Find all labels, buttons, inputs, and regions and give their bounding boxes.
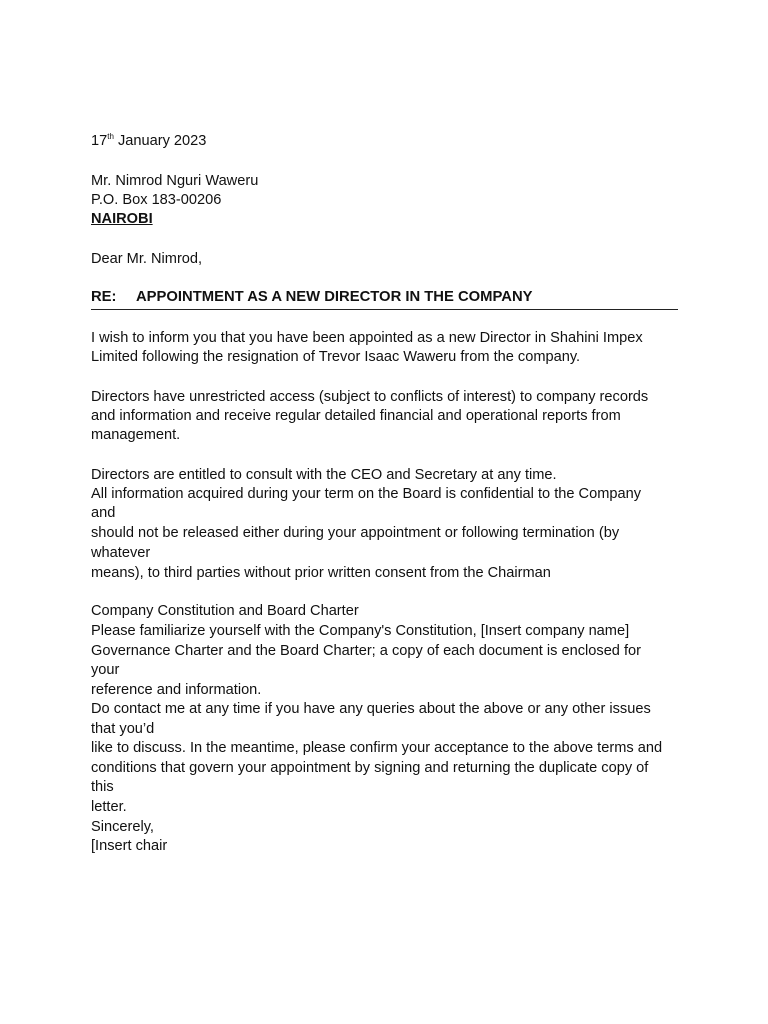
body-line: Directors have unrestricted access (subject to conflicts of interest) to company records	[91, 389, 649, 405]
subject-line	[91, 288, 678, 310]
date-day: 17	[91, 133, 108, 149]
letter-date	[91, 132, 206, 151]
body-line: conditions that govern your appointment by signing and returning the duplicate copy of	[91, 760, 649, 776]
body-line: this	[91, 779, 114, 795]
date-suffix: th	[107, 132, 114, 141]
date-month-year: January 2023	[113, 133, 207, 149]
body-line: Do contact me at any time if you have any queries about the above or any other issues	[91, 701, 651, 717]
recipient-address: P.O. Box 183-00206	[91, 192, 222, 208]
subject-text: APPOINTMENT AS A NEW DIRECTOR IN THE COMPANY	[136, 289, 533, 305]
body-line: Directors are entitled to consult with the CEO and Secretary at any time.	[91, 467, 557, 483]
signatory-placeholder: [Insert chair	[91, 838, 168, 854]
body-line: reference and information.	[91, 682, 262, 698]
body-line: that you’d	[91, 721, 155, 737]
body-line: means), to third parties without prior written consent from the Chairman	[91, 565, 551, 581]
closing: Sincerely,	[91, 819, 154, 835]
body-line: whatever	[91, 545, 151, 561]
subject-label: RE:	[91, 289, 117, 305]
recipient-city: NAIROBI	[91, 211, 153, 227]
body-line: your	[91, 662, 120, 678]
body-line: letter.	[91, 799, 127, 815]
recipient-name: Mr. Nimrod Nguri Waweru	[91, 173, 259, 189]
body-line: Please familiarize yourself with the Company's Constitution, [Insert company name]	[91, 623, 630, 639]
body-line: I wish to inform you that you have been appointed as a new Director in Shahini Impex	[91, 330, 643, 346]
body-line: should not be released either during your appointment or following termination (by	[91, 525, 620, 541]
body-line: Governance Charter and the Board Charter; a copy of each document is enclosed for	[91, 643, 642, 659]
body-line: management.	[91, 427, 181, 443]
body-line: Limited following the resignation of Trevor Isaac Waweru from the company.	[91, 349, 581, 365]
body-line: like to discuss. In the meantime, please confirm your acceptance to the above terms and	[91, 740, 663, 756]
body-line: All information acquired during your term on the Board is confidential to the Company	[91, 486, 641, 502]
salutation: Dear Mr. Nimrod,	[91, 251, 203, 267]
section-heading: Company Constitution and Board Charter	[91, 603, 359, 619]
body-line: and information and receive regular detailed financial and operational reports from	[91, 408, 621, 424]
body-line: and	[91, 505, 116, 521]
